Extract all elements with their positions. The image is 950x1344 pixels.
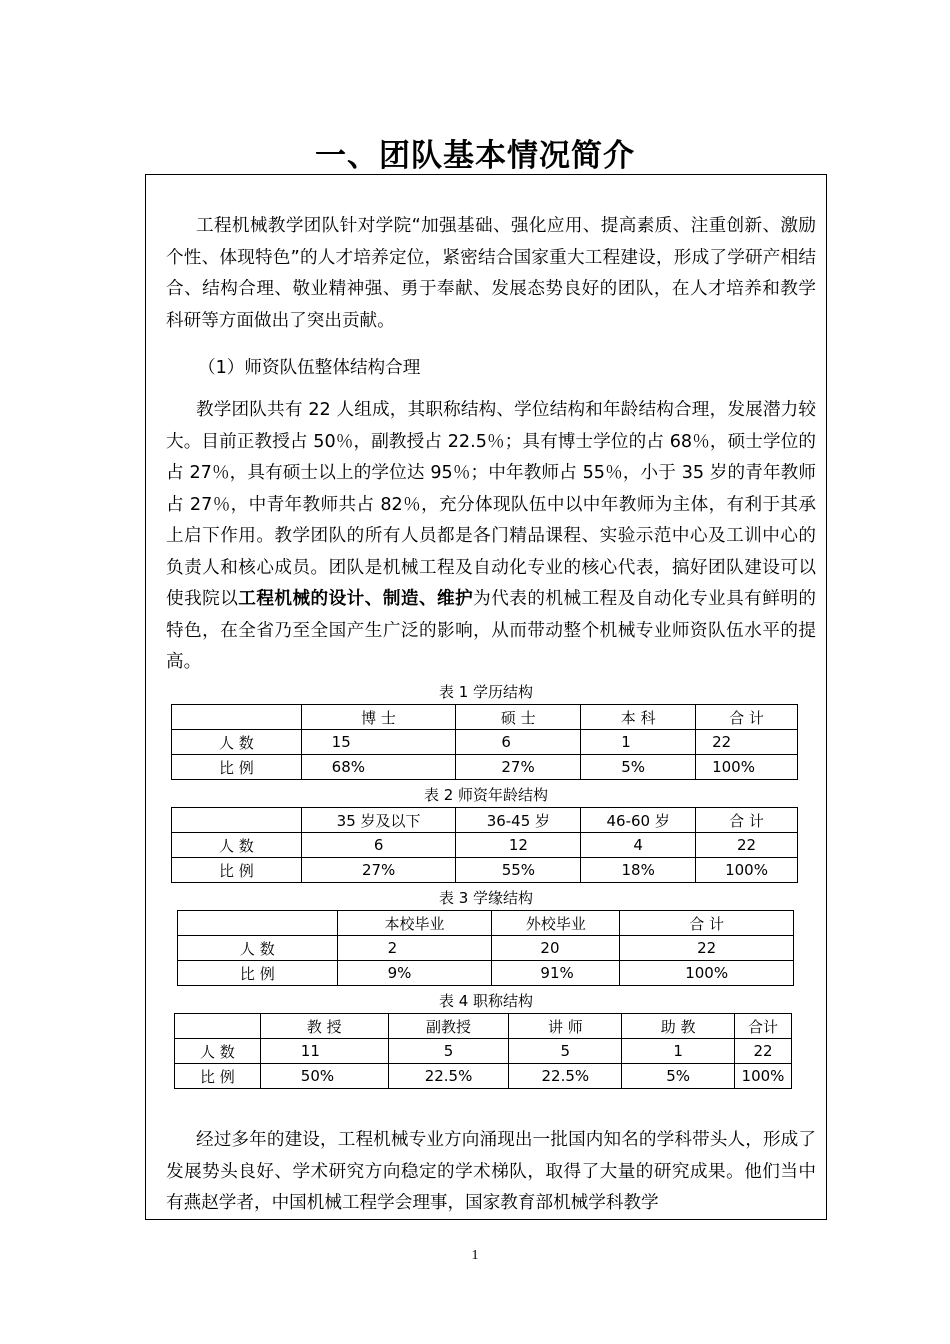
table-row <box>172 833 798 858</box>
body-text-part1: 教学团队共有 22 人组成，其职称结构、学位结构和年龄结构合理，发展潜力较大。目前正教授占 50％，副教授占 22.5％；具有博士学位的占 68％，硕士学位的占 27％，具有硕士以上的学位达 95％；中年教师占 55％，小于 35 岁的青年教师占 27％，中青年教师共占 82％，充分体现队伍中以中年教师为主体，有利于其承上启下作用。教学团队的所有人员都是各门精品课程、实验示范中心及工训中心的负责人和核心成员。团队是机械工程及自动化专业的核心代表，搞好团队建设可以使我院以 <box>166 400 816 609</box>
table-cell: 22 <box>696 833 798 858</box>
table-header-cell: 合 计 <box>696 705 798 730</box>
table-cell: 100% <box>734 1064 791 1089</box>
table-cell: 100% <box>696 858 798 883</box>
table-cell: 5% <box>581 755 696 780</box>
page-title: 一、团队基本情况简介 <box>315 138 635 174</box>
table-cell: 12 <box>456 833 581 858</box>
table-row <box>172 730 798 755</box>
table-header-cell: 外校毕业 <box>492 911 620 936</box>
body-text-part2: 为代表的机械工程及自动化专业具有鲜明的特色，在全省乃至全国产生广泛的影响，从而带动整个机械专业师资队伍水平的提高。 <box>166 589 816 672</box>
body-paragraph <box>166 395 827 679</box>
table-cell: 11 <box>260 1039 388 1064</box>
table-cell: 15 <box>301 730 456 755</box>
table-cell: 50% <box>260 1064 388 1089</box>
table-row <box>175 1039 792 1064</box>
table-row <box>178 961 794 986</box>
table-cell: 68% <box>301 755 456 780</box>
table-cell: 4 <box>581 833 696 858</box>
table-row-label: 比 例 <box>175 1064 261 1089</box>
table-caption: 表 4 职称结构 <box>438 992 534 1010</box>
section-heading: （1）师资队伍整体结构合理 <box>198 358 421 378</box>
table-header-cell: 46-60 岁 <box>581 808 696 833</box>
table-cell <box>178 911 338 936</box>
table-header-cell: 合 计 <box>620 911 794 936</box>
table-header-cell: 36-45 岁 <box>456 808 581 833</box>
table-row-label: 人 数 <box>172 833 302 858</box>
table-cell: 100% <box>696 755 798 780</box>
table-caption: 表 3 学缘结构 <box>438 889 534 907</box>
table-header-row <box>178 911 794 936</box>
table-header-cell: 讲 师 <box>509 1014 622 1039</box>
table-header-cell: 助 教 <box>622 1014 735 1039</box>
table-row-label: 比 例 <box>178 961 338 986</box>
table-cell <box>175 1014 261 1039</box>
table-cell <box>172 808 302 833</box>
table-cell: 22 <box>734 1039 791 1064</box>
table-cell: 5% <box>622 1064 735 1089</box>
table-header-cell: 合计 <box>734 1014 791 1039</box>
table-cell: 6 <box>456 730 581 755</box>
table-row-label: 人 数 <box>175 1039 261 1064</box>
origin-table <box>177 910 794 986</box>
table-row-label: 人 数 <box>178 936 338 961</box>
table-caption: 表 1 学历结构 <box>438 683 534 701</box>
table-cell: 22 <box>620 936 794 961</box>
table-header-cell: 35 岁及以下 <box>301 808 456 833</box>
table-header-cell: 本校毕业 <box>337 911 492 936</box>
table-row <box>178 936 794 961</box>
table-cell: 22.5% <box>509 1064 622 1089</box>
age-table <box>171 807 798 883</box>
table-cell: 5 <box>509 1039 622 1064</box>
table-row <box>175 1064 792 1089</box>
content-frame <box>145 174 827 1220</box>
table-cell: 2 <box>337 936 492 961</box>
table-row-label: 比 例 <box>172 755 302 780</box>
table-header-cell: 本 科 <box>581 705 696 730</box>
table-cell: 9% <box>337 961 492 986</box>
table-cell: 6 <box>301 833 456 858</box>
table-cell: 18% <box>581 858 696 883</box>
table-header-row <box>172 808 798 833</box>
table-header-cell: 合 计 <box>696 808 798 833</box>
table-cell: 1 <box>622 1039 735 1064</box>
table-row-label: 人 数 <box>172 730 302 755</box>
table-cell: 22 <box>696 730 798 755</box>
table-cell: 20 <box>492 936 620 961</box>
degree-table <box>171 704 798 780</box>
table-cell: 55% <box>456 858 581 883</box>
table-header-cell: 教 授 <box>260 1014 388 1039</box>
body-text-bold: 工程机械的设计、制造、维护 <box>238 589 474 609</box>
page-number: 1 <box>471 1248 479 1263</box>
table-caption: 表 2 师资年龄结构 <box>423 786 549 804</box>
table-row <box>172 755 798 780</box>
table-header-cell: 硕 士 <box>456 705 581 730</box>
intro-paragraph: 工程机械教学团队针对学院“加强基础、强化应用、提高素质、注重创新、激励个性、体现特色”的人才培养定位，紧密结合国家重大工程建设，形成了学研产相结合、结构合理、敬业精神强、勇于奉献、发展态势良好的团队，在人才培养和教学科研等方面做出了突出贡献。 <box>166 216 816 331</box>
table-row-label: 比 例 <box>172 858 302 883</box>
table-header-cell: 博 士 <box>301 705 456 730</box>
table-cell: 27% <box>301 858 456 883</box>
table-cell: 27% <box>456 755 581 780</box>
table-cell: 100% <box>620 961 794 986</box>
table-header-row <box>172 705 798 730</box>
table-cell: 5 <box>388 1039 509 1064</box>
table-header-row <box>175 1014 792 1039</box>
tail-paragraph: 经过多年的建设，工程机械专业方向涌现出一批国内知名的学科带头人，形成了发展势头良好、学术研究方向稳定的学术梯队，取得了大量的研究成果。他们当中有燕赵学者，中国机械工程学会理事，国家教育部机械学科教学 <box>166 1130 816 1213</box>
table-cell: 1 <box>581 730 696 755</box>
table-row <box>172 858 798 883</box>
table-header-cell: 副教授 <box>388 1014 509 1039</box>
table-cell <box>172 705 302 730</box>
table-cell: 91% <box>492 961 620 986</box>
table-cell: 22.5% <box>388 1064 509 1089</box>
title-table <box>174 1013 792 1089</box>
